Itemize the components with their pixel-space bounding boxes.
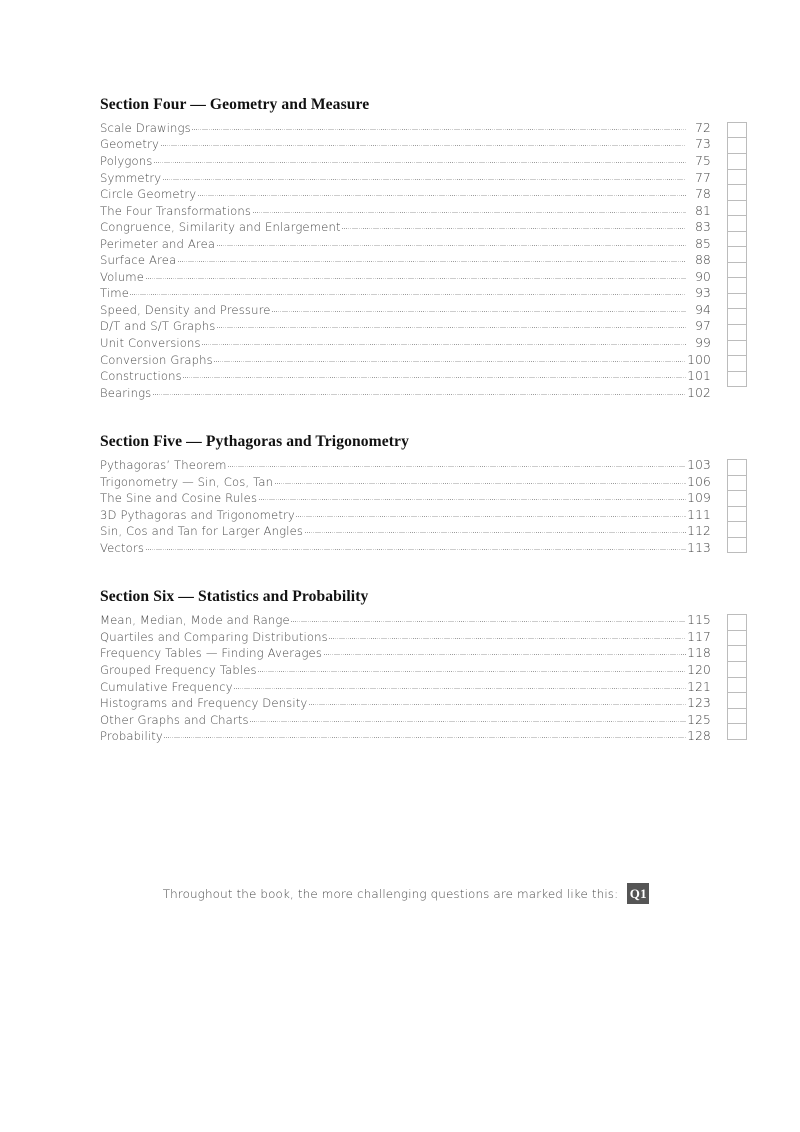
- entry-page-number: 100: [687, 352, 711, 367]
- entry-title: Sin, Cos and Tan for Larger Angles: [100, 524, 304, 539]
- dot-leader: [275, 475, 686, 486]
- contents-entry[interactable]: [100, 369, 712, 386]
- dot-leader: [342, 220, 686, 231]
- entry-title: The Sine and Cosine Rules: [100, 491, 258, 506]
- entry-checkbox[interactable]: [727, 506, 747, 523]
- entry-page-number: 101: [687, 369, 711, 384]
- entry-page-number: 117: [687, 629, 711, 644]
- entry-page-number: 121: [687, 679, 711, 694]
- entry-page-number: 72: [695, 120, 711, 135]
- dot-leader: [272, 303, 686, 314]
- challenging-question-badge: Q1: [627, 883, 649, 904]
- dot-leader: [183, 369, 686, 380]
- dot-leader: [228, 458, 686, 469]
- entry-title: Mean, Median, Mode and Range: [100, 613, 290, 628]
- entry-page-number: 97: [695, 319, 711, 334]
- entry-page-number: 75: [695, 154, 711, 169]
- contents-entry[interactable]: [100, 270, 712, 287]
- dot-leader: [161, 137, 686, 148]
- entry-title: Other Graphs and Charts: [100, 712, 249, 727]
- dot-leader: [130, 286, 686, 297]
- contents-entry[interactable]: [100, 187, 712, 204]
- entry-checkbox[interactable]: [727, 630, 747, 647]
- dot-leader: [202, 336, 686, 347]
- entry-page-number: 78: [695, 187, 711, 202]
- entry-checkbox[interactable]: [727, 692, 747, 709]
- entry-checkbox[interactable]: [727, 708, 747, 725]
- contents-entry[interactable]: [100, 458, 712, 475]
- entry-page-number: 112: [687, 524, 711, 539]
- entry-page-number: 120: [687, 662, 711, 677]
- contents-entry[interactable]: [100, 237, 712, 254]
- entry-page-number: 128: [687, 729, 711, 744]
- dot-leader: [324, 646, 686, 657]
- contents-entry[interactable]: [100, 663, 712, 680]
- entry-checkbox[interactable]: [727, 262, 747, 279]
- entry-checkbox[interactable]: [727, 184, 747, 201]
- contents-entry[interactable]: [100, 475, 712, 492]
- entry-title: Scale Drawings: [100, 120, 191, 135]
- entry-checkbox[interactable]: [727, 200, 747, 217]
- contents-entry[interactable]: [100, 204, 712, 221]
- entry-checkbox[interactable]: [727, 677, 747, 694]
- dot-leader: [250, 713, 686, 724]
- contents-entry[interactable]: [100, 303, 712, 320]
- entry-title: Geometry: [100, 137, 160, 152]
- contents-entry[interactable]: [100, 541, 712, 558]
- checkbox-column: [727, 614, 748, 739]
- entry-title: Histograms and Frequency Density: [100, 696, 308, 711]
- entry-title: Bearings: [100, 385, 152, 400]
- dot-leader: [153, 386, 686, 397]
- section-heading: Section Four — Geometry and Measure: [100, 96, 370, 113]
- entry-page-number: 111: [687, 507, 711, 522]
- entry-checkbox[interactable]: [727, 723, 747, 740]
- entry-title: Conversion Graphs: [100, 352, 213, 367]
- entry-checkbox[interactable]: [727, 645, 747, 662]
- contents-entry[interactable]: [100, 336, 712, 353]
- entry-title: Cumulative Frequency: [100, 679, 233, 694]
- dot-leader: [329, 630, 686, 641]
- section-block: [100, 96, 712, 402]
- entry-checkbox[interactable]: [727, 614, 747, 631]
- dot-leader: [296, 508, 686, 519]
- entry-title: Pythagoras’ Theorem: [100, 458, 227, 473]
- footer-note: [100, 883, 712, 904]
- entry-page-number: 73: [695, 137, 711, 152]
- entry-checkbox[interactable]: [727, 277, 747, 294]
- entry-checkbox[interactable]: [727, 246, 747, 263]
- contents-entry[interactable]: [100, 137, 712, 154]
- contents-entry[interactable]: [100, 680, 712, 697]
- contents-entry[interactable]: [100, 729, 712, 746]
- contents-entry[interactable]: [100, 630, 712, 647]
- entry-page-number: 109: [687, 491, 711, 506]
- dot-leader: [154, 154, 686, 165]
- contents-entry[interactable]: [100, 646, 712, 663]
- entry-title: Perimeter and Area: [100, 236, 216, 251]
- entry-checkbox[interactable]: [727, 137, 747, 154]
- contents-entry[interactable]: [100, 319, 712, 336]
- dot-leader: [192, 121, 686, 132]
- dot-leader: [259, 491, 686, 502]
- entry-checkbox[interactable]: [727, 215, 747, 232]
- entry-checkbox[interactable]: [727, 122, 747, 139]
- entry-checkbox[interactable]: [727, 293, 747, 310]
- entry-title: Grouped Frequency Tables: [100, 662, 257, 677]
- entry-title: D/T and S/T Graphs: [100, 319, 216, 334]
- entry-checkbox[interactable]: [727, 153, 747, 170]
- entry-page-number: 103: [687, 458, 711, 473]
- entry-checkbox[interactable]: [727, 490, 747, 507]
- dot-leader: [309, 696, 686, 707]
- section-block: [100, 433, 712, 557]
- entry-page-number: 115: [687, 613, 711, 628]
- dot-leader: [217, 237, 686, 248]
- entry-title: Volume: [100, 269, 145, 284]
- contents-entry[interactable]: [100, 508, 712, 525]
- entry-title: Time: [100, 286, 129, 301]
- contents-entry[interactable]: [100, 220, 712, 237]
- entry-page-number: 99: [695, 336, 711, 351]
- dot-leader: [291, 613, 686, 624]
- entry-checkbox[interactable]: [727, 308, 747, 325]
- entry-list: [100, 458, 712, 557]
- contents-entry[interactable]: [100, 171, 712, 188]
- entry-title: Circle Geometry: [100, 187, 197, 202]
- entry-page-number: 118: [687, 646, 711, 661]
- entry-checkbox[interactable]: [727, 324, 747, 341]
- contents-body: [100, 96, 712, 901]
- section-heading: Section Six — Statistics and Probability: [100, 588, 369, 606]
- entry-checkbox[interactable]: [727, 231, 747, 248]
- entry-list: [100, 613, 712, 745]
- entry-title: Surface Area: [100, 253, 177, 268]
- contents-entry[interactable]: [100, 696, 712, 713]
- entry-title: The Four Transformations: [100, 203, 252, 218]
- contents-entry[interactable]: [100, 613, 712, 630]
- dot-leader: [164, 729, 686, 740]
- entry-checkbox[interactable]: [727, 521, 747, 538]
- contents-entry[interactable]: [100, 713, 712, 730]
- entry-title: 3D Pythagoras and Trigonometry: [100, 507, 295, 522]
- entry-checkbox[interactable]: [727, 475, 747, 492]
- checkbox-column: [727, 122, 748, 387]
- contents-entry[interactable]: [100, 491, 712, 508]
- entry-title: Quartiles and Comparing Distributions: [100, 629, 328, 644]
- entry-title: Speed, Density and Pressure: [100, 302, 271, 317]
- entry-page-number: 88: [695, 253, 711, 268]
- section-heading: Section Five — Pythagoras and Trigonometry: [100, 433, 409, 451]
- contents-entry[interactable]: [100, 121, 712, 138]
- contents-entry[interactable]: [100, 286, 712, 303]
- dot-leader: [178, 253, 686, 264]
- dot-leader: [253, 204, 686, 215]
- entry-page-number: 93: [695, 286, 711, 301]
- entry-page-number: 102: [687, 385, 711, 400]
- entry-title: Vectors: [100, 540, 145, 555]
- entry-checkbox[interactable]: [727, 355, 747, 372]
- dot-leader: [146, 270, 686, 281]
- checkbox-column: [727, 459, 748, 553]
- entry-title: Polygons: [100, 154, 153, 169]
- dot-leader: [234, 680, 686, 691]
- entry-page-number: 113: [687, 540, 711, 555]
- entry-page-number: 85: [695, 236, 711, 251]
- entry-checkbox[interactable]: [727, 169, 747, 186]
- entry-page-number: 123: [687, 696, 711, 711]
- entry-page-number: 125: [687, 712, 711, 727]
- section-block: [100, 588, 712, 745]
- entry-checkbox[interactable]: [727, 661, 747, 678]
- footer-note-text: Throughout the book, the more challenging questions are marked like this:: [162, 886, 619, 901]
- entry-title: Probability: [100, 729, 163, 744]
- dot-leader: [217, 319, 686, 330]
- dot-leader: [258, 663, 686, 674]
- entry-title: Congruence, Similarity and Enlargement: [100, 220, 341, 235]
- entry-page-number: 77: [695, 170, 711, 185]
- entry-page-number: 83: [695, 220, 711, 235]
- contents-entry[interactable]: [100, 386, 712, 403]
- contents-entry[interactable]: [100, 253, 712, 270]
- entry-page-number: 81: [695, 203, 711, 218]
- dot-leader: [198, 187, 686, 198]
- entry-list: [100, 121, 712, 402]
- entry-page-number: 94: [695, 302, 711, 317]
- entry-title: Constructions: [100, 369, 182, 384]
- contents-entry[interactable]: [100, 524, 712, 541]
- entry-checkbox[interactable]: [727, 371, 747, 388]
- entry-title: Unit Conversions: [100, 336, 201, 351]
- contents-entry[interactable]: [100, 353, 712, 370]
- entry-title: Frequency Tables — Finding Averages: [100, 646, 323, 661]
- dot-leader: [305, 524, 686, 535]
- sections-container: [100, 96, 712, 746]
- entry-checkbox[interactable]: [727, 340, 747, 357]
- contents-entry[interactable]: [100, 154, 712, 171]
- entry-checkbox[interactable]: [727, 537, 747, 554]
- entry-page-number: 106: [687, 474, 711, 489]
- entry-page-number: 90: [695, 269, 711, 284]
- entry-title: Trigonometry — Sin, Cos, Tan: [100, 474, 274, 489]
- dot-leader: [146, 541, 686, 552]
- dot-leader: [163, 171, 686, 182]
- entry-checkbox[interactable]: [727, 459, 747, 476]
- dot-leader: [214, 353, 686, 364]
- entry-title: Symmetry: [100, 170, 162, 185]
